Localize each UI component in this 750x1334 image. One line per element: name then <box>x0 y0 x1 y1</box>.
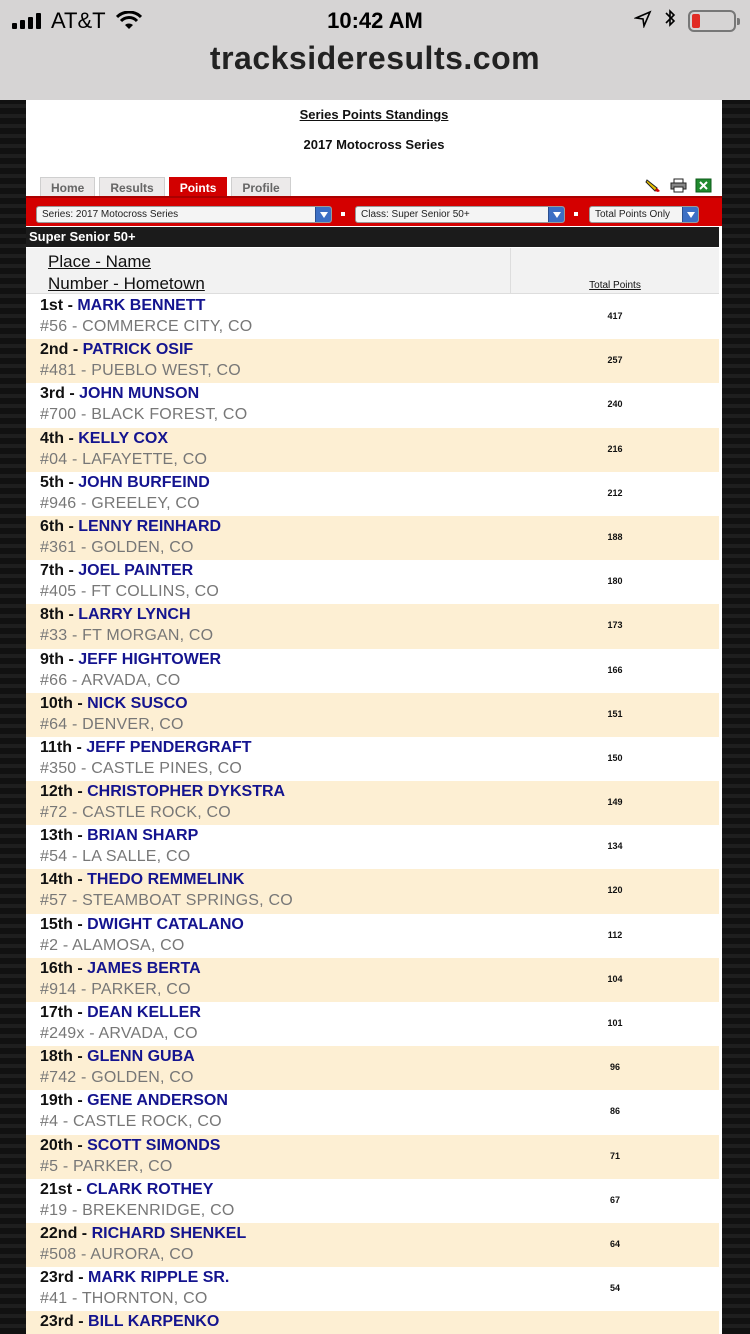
location-arrow-icon <box>634 8 652 34</box>
table-row <box>26 339 719 383</box>
tab-points[interactable]: Points <box>169 177 228 197</box>
table-row <box>26 295 719 339</box>
separator: - <box>72 871 88 889</box>
place-name <box>40 385 199 403</box>
table-row <box>26 649 719 693</box>
points-mode-value: Total Points Only <box>595 209 671 220</box>
separator: - <box>73 1313 89 1331</box>
table-row <box>26 693 719 737</box>
place-label: 11th <box>40 738 73 756</box>
number-hometown: #700 - BLACK FOREST, CO <box>40 406 248 424</box>
toolbar-icons <box>645 178 712 193</box>
separator: - <box>64 517 79 535</box>
table-header <box>26 248 719 294</box>
total-points: 150 <box>607 752 623 763</box>
place-name <box>40 960 201 978</box>
number-hometown: #54 - LA SALLE, CO <box>40 848 191 866</box>
separator-dot <box>574 212 578 216</box>
rider-name-link[interactable]: JOHN MUNSON <box>79 385 200 403</box>
chevron-down-icon <box>548 207 564 222</box>
total-points: 240 <box>607 399 623 410</box>
number-hometown: #56 - COMMERCE CITY, CO <box>40 318 253 335</box>
browser-top-bar <box>0 0 750 100</box>
separator: - <box>72 959 88 977</box>
place-name <box>40 430 168 448</box>
rider-name-link[interactable]: RICHARD SHENKEL <box>91 1224 247 1242</box>
place-name <box>40 297 205 315</box>
total-points: 212 <box>607 487 623 498</box>
number-hometown: #57 - STEAMBOAT SPRINGS, CO <box>40 892 293 910</box>
separator: - <box>64 473 79 491</box>
separator: - <box>72 1180 87 1198</box>
total-points: 216 <box>607 443 623 454</box>
place-name <box>40 606 191 624</box>
number-hometown: #4 - CASTLE ROCK, CO <box>40 1113 222 1131</box>
page-title[interactable]: Series Points Standings <box>299 107 449 122</box>
number-hometown: #249x - ARVADA, CO <box>40 1025 198 1042</box>
tab-results[interactable]: Results <box>99 177 164 197</box>
total-points: 417 <box>607 311 623 321</box>
table-row <box>26 1179 719 1223</box>
separator: - <box>73 1269 89 1287</box>
number-hometown: #914 - PARKER, CO <box>40 980 191 998</box>
place-name <box>40 1048 195 1066</box>
status-time: 10:42 AM <box>327 8 423 33</box>
total-points: 104 <box>607 973 623 984</box>
place-name <box>40 783 285 801</box>
place-name <box>40 827 198 845</box>
separator: - <box>72 827 88 845</box>
series-select[interactable] <box>36 206 332 223</box>
table-row <box>26 914 719 958</box>
total-points: 86 <box>609 1106 620 1117</box>
place-name <box>40 1269 229 1287</box>
rider-name-link[interactable]: SCOTT SIMONDS <box>87 1136 221 1154</box>
separator: - <box>64 385 80 403</box>
number-hometown: #361 - GOLDEN, CO <box>40 538 194 556</box>
number-hometown: #72 - CASTLE ROCK, CO <box>40 804 231 822</box>
total-points: 64 <box>609 1238 620 1249</box>
series-select-value: Series: 2017 Motocross Series <box>42 209 179 220</box>
rider-name-link[interactable]: CLARK ROTHEY <box>86 1180 214 1198</box>
total-points: 188 <box>607 531 623 542</box>
rider-name-link[interactable]: JEFF PENDERGRAFT <box>86 738 252 756</box>
place-name <box>40 474 210 492</box>
rider-name-link[interactable]: CHRISTOPHER DYKSTRA <box>87 783 286 801</box>
place-label: 15th <box>40 915 73 933</box>
table-row <box>26 1135 719 1179</box>
separator: - <box>72 783 88 801</box>
table-row <box>26 737 719 781</box>
number-hometown: #19 - BREKENRIDGE, CO <box>40 1201 235 1219</box>
place-label: 12th <box>40 783 73 801</box>
place-name <box>40 518 221 536</box>
table-row <box>26 1002 719 1046</box>
rider-name-link[interactable]: MARK RIPPLE SR. <box>88 1269 230 1287</box>
place-name <box>40 695 188 713</box>
rider-name-link[interactable]: JOHN BURFEIND <box>78 473 210 491</box>
url-bar[interactable]: tracksideresults.com <box>209 40 541 76</box>
place-name <box>40 916 244 934</box>
number-hometown: #64 - DENVER, CO <box>40 715 184 733</box>
class-select[interactable] <box>355 206 565 223</box>
table-row <box>26 428 719 472</box>
rider-name-link[interactable]: DWIGHT CATALANO <box>87 915 244 933</box>
col-place-name[interactable]: Place - Name <box>48 252 151 271</box>
table-row <box>26 781 719 825</box>
table-row <box>26 825 719 869</box>
rider-name-link[interactable]: LENNY REINHARD <box>78 517 222 535</box>
rider-name-link[interactable]: GENE ANDERSON <box>87 1092 228 1110</box>
number-hometown: #41 - THORNTON, CO <box>40 1290 208 1308</box>
rider-name-link[interactable]: DEAN KELLER <box>87 1004 201 1021</box>
number-hometown: #508 - AURORA, CO <box>40 1245 194 1263</box>
separator: - <box>63 297 78 314</box>
total-points: 257 <box>607 355 623 366</box>
place-name <box>40 1004 201 1022</box>
place-label: 22nd <box>40 1224 78 1242</box>
excel-export-icon[interactable] <box>695 178 712 193</box>
place-label: 23rd <box>40 1269 74 1287</box>
separator: - <box>64 606 79 624</box>
total-points: 96 <box>609 1062 620 1073</box>
chevron-down-icon <box>682 207 698 222</box>
place-label: 23rd <box>40 1313 74 1331</box>
total-points: 120 <box>607 885 623 896</box>
filter-bar <box>26 196 722 226</box>
page-content <box>26 100 722 1334</box>
total-points: 134 <box>607 841 623 852</box>
points-mode-select[interactable] <box>589 206 699 223</box>
place-label: 3rd <box>40 385 65 403</box>
class-header: Super Senior 50+ <box>26 227 719 247</box>
rider-name-link[interactable]: LARRY LYNCH <box>78 606 191 624</box>
rider-name-link[interactable]: JAMES BERTA <box>87 959 201 977</box>
table-row <box>26 1090 719 1134</box>
separator: - <box>72 738 87 756</box>
number-hometown: #742 - GOLDEN, CO <box>40 1069 194 1087</box>
total-points: 112 <box>607 929 623 940</box>
place-name <box>40 871 244 889</box>
place-label: 13th <box>40 827 73 845</box>
place-name <box>40 1181 213 1199</box>
rider-name-link[interactable]: NICK SUSCO <box>87 694 188 712</box>
place-label: 17th <box>40 1004 73 1021</box>
separator: - <box>64 562 79 580</box>
place-name <box>40 651 221 669</box>
place-name <box>40 1137 220 1155</box>
left-border-pattern <box>0 100 26 1334</box>
total-points: 54 <box>609 1283 620 1294</box>
place-label: 7th <box>40 562 64 580</box>
rider-name-link[interactable]: BILL KARPENKO <box>88 1313 220 1331</box>
number-hometown: #2 - ALAMOSA, CO <box>40 936 185 954</box>
table-row <box>26 1223 719 1267</box>
table-row <box>26 472 719 516</box>
print-icon[interactable] <box>670 178 687 193</box>
separator: - <box>77 1224 92 1242</box>
place-label: 6th <box>40 517 64 535</box>
standings-list <box>26 295 719 1334</box>
total-points: 166 <box>607 664 623 675</box>
number-hometown: #350 - CASTLE PINES, CO <box>40 759 243 777</box>
separator: - <box>68 341 83 359</box>
place-name <box>40 1225 246 1243</box>
rider-name-link[interactable]: THEDO REMMELINK <box>87 871 245 889</box>
number-hometown: #405 - FT COLLINS, CO <box>40 583 220 601</box>
separator: - <box>72 915 88 933</box>
table-row <box>26 1267 719 1311</box>
place-label: 4th <box>40 429 64 447</box>
highlighter-icon[interactable] <box>645 178 662 193</box>
place-label: 10th <box>40 694 73 712</box>
battery-icon <box>688 10 736 32</box>
bluetooth-icon <box>664 8 676 34</box>
class-select-value: Class: Super Senior 50+ <box>361 209 470 220</box>
place-label: 18th <box>40 1048 73 1066</box>
place-label: 16th <box>40 959 73 977</box>
table-row <box>26 560 719 604</box>
rider-name-link[interactable]: BRIAN SHARP <box>87 827 199 845</box>
total-points: 180 <box>607 576 623 587</box>
number-hometown: #33 - FT MORGAN, CO <box>40 627 214 645</box>
table-row <box>26 1046 719 1090</box>
rider-name-link[interactable]: KELLY COX <box>78 429 169 447</box>
page-subtitle: 2017 Motocross Series <box>303 137 445 152</box>
tab-home[interactable]: Home <box>40 177 95 197</box>
place-label: 19th <box>40 1092 73 1110</box>
place-label: 5th <box>40 473 64 491</box>
place-label: 21st <box>40 1180 73 1198</box>
rider-name-link[interactable]: GLENN GUBA <box>87 1048 195 1066</box>
total-points: 151 <box>607 708 623 719</box>
total-points: 67 <box>609 1194 620 1205</box>
rider-name-link[interactable]: PATRICK OSIF <box>82 341 194 359</box>
separator: - <box>72 694 88 712</box>
table-row <box>26 869 719 913</box>
total-points: 71 <box>609 1150 620 1161</box>
place-label: 14th <box>40 871 73 889</box>
rider-name-link[interactable]: JEFF HIGHTOWER <box>78 650 222 668</box>
separator: - <box>72 1048 88 1066</box>
col-total-points[interactable]: Total Points <box>589 280 641 291</box>
place-label: 8th <box>40 606 64 624</box>
number-hometown: #5 - PARKER, CO <box>40 1157 173 1175</box>
rider-name-link[interactable]: JOEL PAINTER <box>78 562 194 580</box>
place-name <box>40 739 252 757</box>
table-row <box>26 516 719 560</box>
separator: - <box>72 1092 88 1110</box>
table-row <box>26 958 719 1002</box>
col-number-hometown[interactable]: Number - Hometown <box>48 274 205 293</box>
table-row <box>26 1311 719 1334</box>
table-row <box>26 383 719 427</box>
place-name <box>40 1092 228 1110</box>
number-hometown: #04 - LAFAYETTE, CO <box>40 450 208 468</box>
place-label: 9th <box>40 650 64 668</box>
table-row <box>26 604 719 648</box>
place-label: 2nd <box>40 341 69 359</box>
right-border-pattern <box>722 100 750 1334</box>
chevron-down-icon <box>315 207 331 222</box>
place-name <box>40 1313 219 1331</box>
place-name <box>40 341 193 359</box>
total-points: 173 <box>607 620 623 631</box>
separator: - <box>64 650 79 668</box>
place-name <box>40 562 193 580</box>
header-left-columns <box>48 251 205 295</box>
number-hometown: #481 - PUEBLO WEST, CO <box>40 362 241 380</box>
carrier-label: AT&T <box>51 8 106 33</box>
total-points: 149 <box>607 797 623 808</box>
number-hometown: #946 - GREELEY, CO <box>40 494 200 512</box>
place-label: 1st <box>40 297 64 314</box>
total-points: 101 <box>607 1018 623 1028</box>
tab-profile[interactable]: Profile <box>231 177 290 197</box>
separator-dot <box>341 212 345 216</box>
number-hometown: #66 - ARVADA, CO <box>40 671 181 689</box>
place-label: 20th <box>40 1136 73 1154</box>
separator: - <box>72 1004 88 1021</box>
nav-tabs <box>40 177 291 197</box>
status-bar-right <box>634 6 736 36</box>
separator: - <box>64 429 79 447</box>
rider-name-link[interactable]: MARK BENNETT <box>77 297 206 314</box>
separator: - <box>72 1136 88 1154</box>
